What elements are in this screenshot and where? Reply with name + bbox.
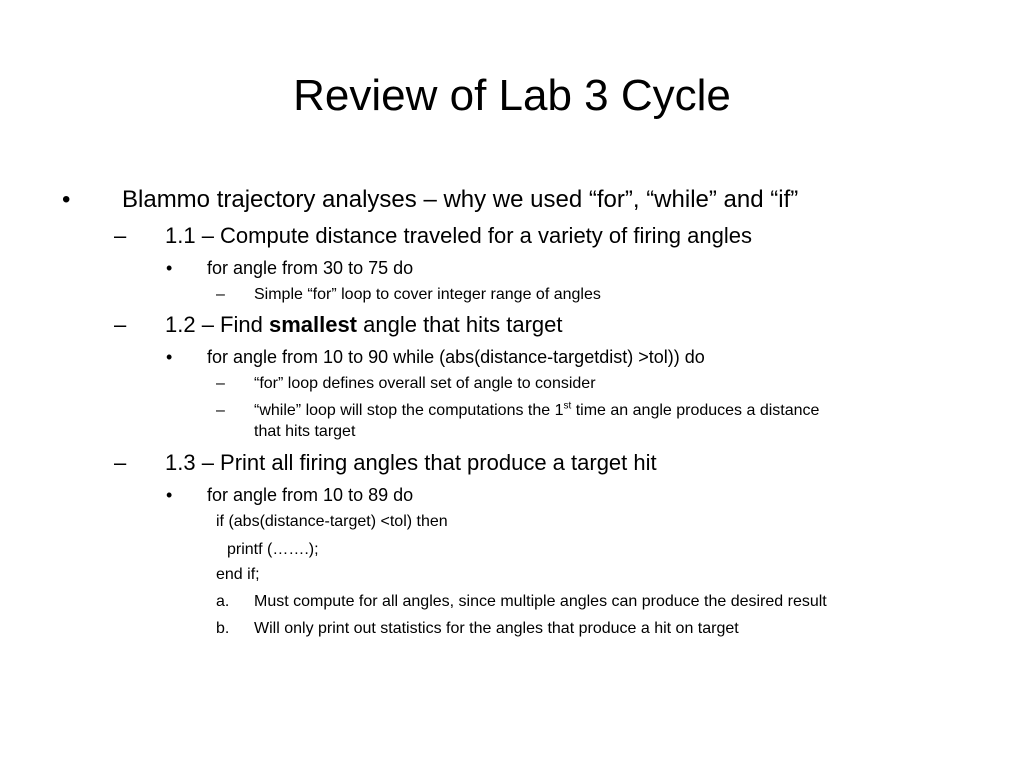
note-marker-b: b. <box>216 620 230 637</box>
dash-marker: – <box>216 402 225 419</box>
slide-title: Review of Lab 3 Cycle <box>293 71 731 120</box>
section-1-1-loop-text: for angle from 30 to 75 do <box>207 258 414 278</box>
section-1-3-text: 1.3 – Print all firing angles that produce a target hit <box>165 450 657 475</box>
note-a-text: Must compute for all angles, since multiple angles can produce the desired result <box>254 593 827 610</box>
section-1-2-text-pre: 1.2 – Find <box>165 312 269 337</box>
section-1-2-note-2-text <box>254 401 819 421</box>
section-1-2-loop-text: for angle from 10 to 90 while (abs(distance-targetdist) >tol)) do <box>207 347 705 367</box>
note-b-text: Will only print out statistics for the angles that produce a hit on target <box>254 620 739 637</box>
section-1-2-note-2-post: time an angle produces a distance <box>571 402 820 419</box>
section-1-2-note-2-sup: st <box>563 400 572 412</box>
section-1-1-text: 1.1 – Compute distance traveled for a variety of firing angles <box>165 223 752 248</box>
section-1-2-note-1-text: “for” loop defines overall set of angle to consider <box>254 375 596 392</box>
dash-marker: – <box>114 450 127 475</box>
section-1-2-text-bold: smallest <box>268 312 358 337</box>
section-1-2-text <box>165 311 562 339</box>
code-line-endif: end if; <box>216 566 260 583</box>
bullet-marker: • <box>166 347 173 367</box>
note-marker-a: a. <box>216 593 230 610</box>
main-bullet-text: Blammo trajectory analyses – why we used “for”, “while” and “if” <box>122 186 799 213</box>
dash-marker: – <box>216 286 225 303</box>
dash-marker: – <box>216 375 225 392</box>
section-1-2-note-2-line2: that hits target <box>254 423 356 440</box>
dash-marker: – <box>114 312 127 337</box>
code-line-printf: printf (…….); <box>227 541 319 558</box>
section-1-3-loop-text: for angle from 10 to 89 do <box>207 485 414 505</box>
section-1-1-note-text: Simple “for” loop to cover integer range of angles <box>254 286 601 303</box>
bullet-marker: • <box>166 258 173 278</box>
bullet-marker: • <box>166 485 173 505</box>
section-1-2-text-post: angle that hits target <box>357 312 563 337</box>
code-line-if: if (abs(distance-target) <tol) then <box>216 513 448 530</box>
bullet-marker: • <box>62 186 71 213</box>
section-1-2-note-2-pre: “while” loop will stop the computations the 1 <box>254 402 564 419</box>
dash-marker: – <box>114 223 127 248</box>
